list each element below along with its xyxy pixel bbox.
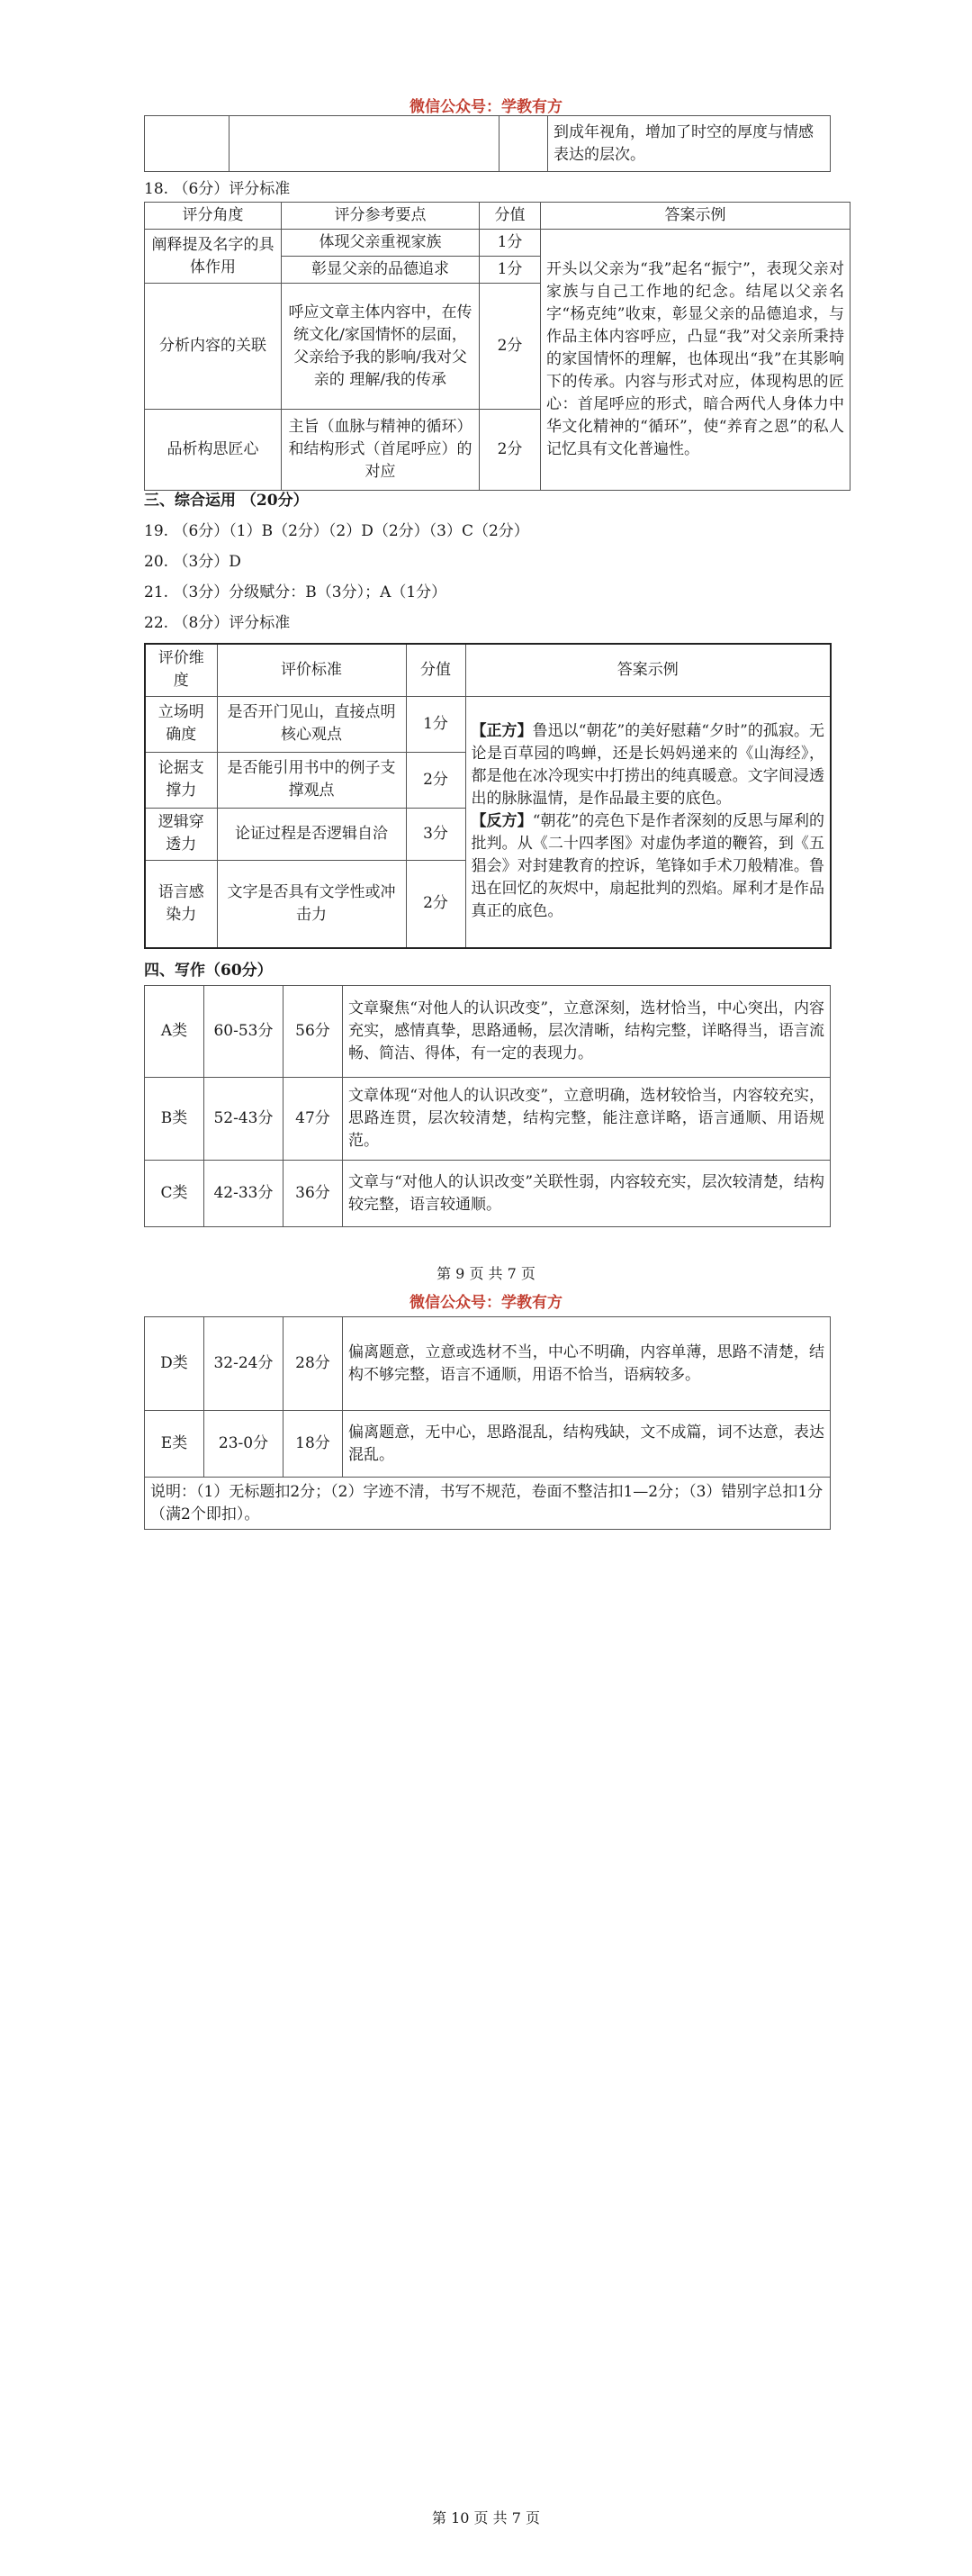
section4-heading: 四、写作（60分） bbox=[144, 962, 273, 980]
writing-score: 36分 bbox=[284, 1161, 343, 1227]
writing-score: 18分 bbox=[284, 1411, 343, 1478]
q22-dimension: 语言感染力 bbox=[145, 860, 217, 948]
writing-desc: 文章体现“对他人的认识改变”，立意明确，选材较恰当，内容较充实，思路连贯，层次较清楚，结构完整，能注意详略，语言通顺、用语规范。 bbox=[343, 1078, 831, 1161]
q22-standard: 是否能引用书中的例子支撑观点 bbox=[217, 752, 406, 808]
q18-table bbox=[144, 202, 850, 491]
carryover-empty-cell bbox=[230, 116, 500, 172]
writing-range: 42-33分 bbox=[204, 1161, 284, 1227]
q22-dimension: 立场明确度 bbox=[145, 696, 217, 752]
q22-score: 3分 bbox=[406, 808, 465, 860]
q18-point: 彰显父亲的品德追求 bbox=[282, 257, 480, 284]
q22-dimension: 逻辑穿透力 bbox=[145, 808, 217, 860]
writing-class: D类 bbox=[145, 1317, 204, 1411]
writing-class: C类 bbox=[145, 1161, 204, 1227]
q22-table bbox=[144, 643, 832, 949]
writing-range: 23-0分 bbox=[204, 1411, 284, 1478]
q18-header: 评分角度 bbox=[145, 203, 282, 230]
writing-class: E类 bbox=[145, 1411, 204, 1478]
writing-score: 56分 bbox=[284, 986, 343, 1078]
answer-con-tag: 【反方】 bbox=[471, 812, 533, 831]
q18-angle: 品析构思匠心 bbox=[145, 410, 282, 491]
page-number: 第 10 页 共 7 页 bbox=[432, 2509, 540, 2526]
q22-standard: 文字是否具有文学性或冲击力 bbox=[217, 860, 406, 948]
writing-desc: 偏离题意，立意或选材不当，中心不明确，内容单薄，思路不清楚，结构不够完整，语言不通顺，用语不恰当，语病较多。 bbox=[343, 1317, 831, 1411]
q22-score: 1分 bbox=[406, 696, 465, 752]
q22-standard: 论证过程是否逻辑自洽 bbox=[217, 808, 406, 860]
carryover-empty-cell bbox=[145, 116, 230, 172]
q22-header: 评价标准 bbox=[217, 644, 406, 696]
q22-score: 2分 bbox=[406, 752, 465, 808]
q19-answer: 19. （6分）（1）B（2分）（2）D（2分）（3）C（2分） bbox=[144, 522, 529, 540]
q18-answer: 开头以父亲为“我”起名“振宁”，表现父亲对家族与自己工作地的纪念。结尾以父亲名字“杨克纯”收束，彰显父亲的品德追求，与作品主体内容呼应，凸显“我”对父亲所秉持的家国情怀的理解，也体现出“我”在其影响下的传承。内容与形式对应，体现构思的匠心：首尾呼应的形式，暗合两代人身体力中华文化精神的“循环”，使“养育之恩”的私人记忆具有文化普遍性。 bbox=[541, 230, 850, 491]
q22-answer bbox=[465, 696, 831, 948]
watermark: 微信公众号：学教有方 bbox=[410, 1294, 562, 1312]
writing-range: 32-24分 bbox=[204, 1317, 284, 1411]
q18-header: 分值 bbox=[480, 203, 541, 230]
carryover-answer: 到成年视角，增加了时空的厚度与情感表达的层次。 bbox=[548, 116, 831, 172]
q22-score: 2分 bbox=[406, 860, 465, 948]
q21-answer: 21. （3分）分级赋分：B（3分）；A（1分） bbox=[144, 583, 447, 601]
writing-desc: 偏离题意，无中心，思路混乱，结构残缺，文不成篇，词不达意，表达混乱。 bbox=[343, 1411, 831, 1478]
q22-heading: 22. （8分）评分标准 bbox=[144, 614, 291, 632]
q18-header: 评分参考要点 bbox=[282, 203, 480, 230]
writing-desc: 文章与“对他人的认识改变”关联性弱，内容较充实，层次较清楚，结构较完整，语言较通顺。 bbox=[343, 1161, 831, 1227]
writing-table bbox=[144, 985, 831, 1227]
writing-class: A类 bbox=[145, 986, 204, 1078]
q18-heading: 18. （6分）评分标准 bbox=[144, 180, 291, 198]
q18-angle: 分析内容的关联 bbox=[145, 284, 282, 410]
q22-dimension: 论据支撑力 bbox=[145, 752, 217, 808]
q18-score: 2分 bbox=[480, 410, 541, 491]
writing-table-continued bbox=[144, 1316, 831, 1530]
writing-score: 28分 bbox=[284, 1317, 343, 1411]
q18-point: 主旨（血脉与精神的循环）和结构形式（首尾呼应）的对应 bbox=[282, 410, 480, 491]
q18-point: 体现父亲重视家族 bbox=[282, 230, 480, 257]
q18-score: 2分 bbox=[480, 284, 541, 410]
writing-desc: 文章聚焦“对他人的认识改变”，立意深刻，选材恰当，中心突出，内容充实，感情真挚，思路通畅，层次清晰，结构完整，详略得当，语言流畅、简洁、得体，有一定的表现力。 bbox=[343, 986, 831, 1078]
section3-heading: 三、综合运用 （20分） bbox=[144, 492, 309, 510]
answer-pro-tag: 【正方】 bbox=[471, 722, 533, 741]
q22-standard: 是否开门见山，直接点明核心观点 bbox=[217, 696, 406, 752]
q22-header: 分值 bbox=[406, 644, 465, 696]
writing-score: 47分 bbox=[284, 1078, 343, 1161]
q18-score: 1分 bbox=[480, 230, 541, 257]
q18-point: 呼应文章主体内容中，在传统文化/家国情怀的层面，父亲给予我的影响/我对父亲的 理解/我的传承 bbox=[282, 284, 480, 410]
q18-score: 1分 bbox=[480, 257, 541, 284]
writing-range: 52-43分 bbox=[204, 1078, 284, 1161]
watermark: 微信公众号：学教有方 bbox=[410, 98, 562, 116]
q18-angle: 阐释提及名字的具体作用 bbox=[145, 230, 282, 284]
writing-range: 60-53分 bbox=[204, 986, 284, 1078]
q22-header: 答案示例 bbox=[465, 644, 831, 696]
carryover-table bbox=[144, 115, 831, 172]
q20-answer: 20. （3分）D bbox=[144, 553, 241, 571]
answer-con-text: “朝花”的亮色下是作者深刻的反思与犀利的批判。从《二十四孝图》对虚伪孝道的鞭笞，到《五猖会》对封建教育的控诉，笔锋如手术刀般精准。鲁迅在回忆的灰烬中，扇起批判的烈焰。犀利才是作品真正的底色。 bbox=[471, 812, 825, 921]
q22-header: 评价维度 bbox=[145, 644, 217, 696]
q18-header: 答案示例 bbox=[541, 203, 850, 230]
page-number: 第 9 页 共 7 页 bbox=[436, 1265, 536, 1282]
scoring-note: 说明：（1）无标题扣2分；（2）字迹不清，书写不规范，卷面不整洁扣1—2分；（3）错别字总扣1分（满2个即扣）。 bbox=[145, 1478, 831, 1530]
writing-class: B类 bbox=[145, 1078, 204, 1161]
carryover-empty-cell bbox=[500, 116, 548, 172]
answer-pro-text: 鲁迅以“朝花”的美好慰藉“夕时”的孤寂。无论是百草园的鸣蝉，还是长妈妈递来的《山海经》，都是他在冰冷现实中打捞出的纯真暖意。文字间浸透出的脉脉温情，是作品最主要的底色。 bbox=[471, 722, 824, 809]
